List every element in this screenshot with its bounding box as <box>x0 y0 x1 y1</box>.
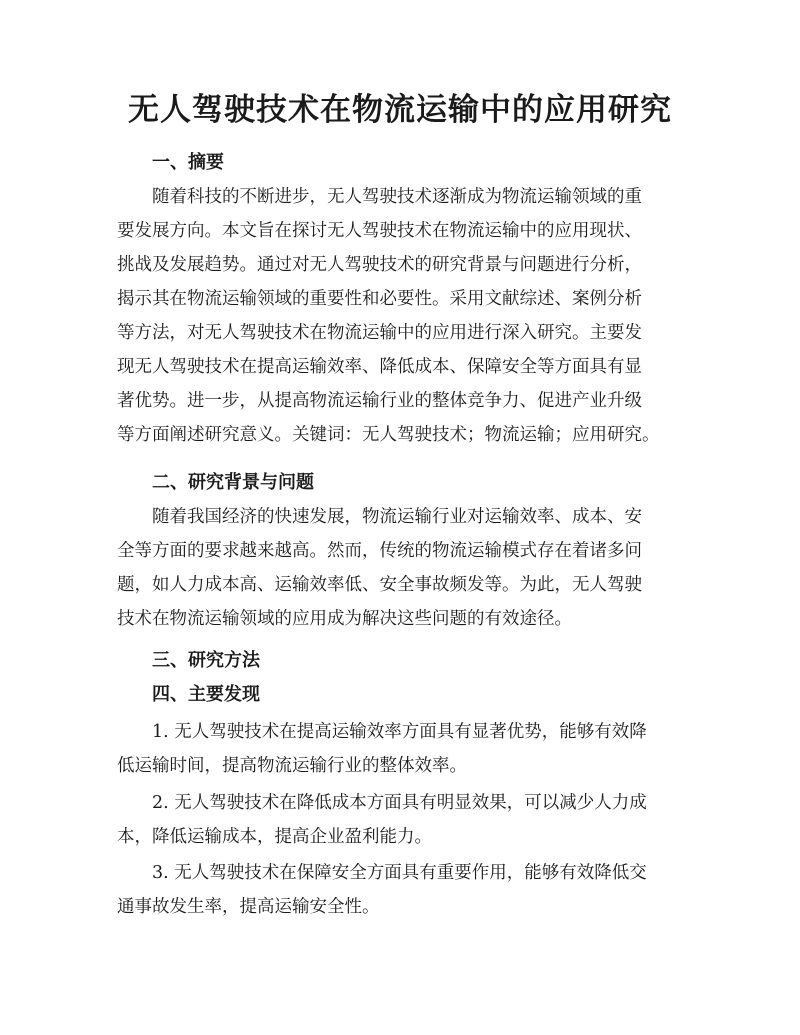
text-line: 题，如人力成本高、运输效率低、安全事故频发等。为此，无人驾驶 <box>117 575 642 595</box>
text-line: 1. 无人驾驶技术在提高运输效率方面具有显著优势，能够有效降 <box>152 722 647 742</box>
abstract-paragraph <box>117 180 683 452</box>
text-line: 等方面阐述研究意义。关键词：无人驾驶技术；物流运输；应用研究。 <box>117 425 660 445</box>
section-heading-abstract: 一、摘要 <box>152 152 224 173</box>
section-heading-methods: 三、研究方法 <box>152 650 260 671</box>
finding-item-3 <box>117 856 683 924</box>
text-line: 挑战及发展趋势。通过对无人驾驶技术的研究背景与问题进行分析， <box>117 255 642 275</box>
text-line: 著优势。进一步，从提高物流运输行业的整体竞争力、促进产业升级 <box>117 391 642 411</box>
text-line: 技术在物流运输领域的应用成为解决这些问题的有效途径。 <box>117 609 572 629</box>
text-line: 随着科技的不断进步，无人驾驶技术逐渐成为物流运输领域的重 <box>152 187 642 207</box>
text-line: 揭示其在物流运输领域的重要性和必要性。采用文献综述、案例分析 <box>117 289 642 309</box>
finding-item-1 <box>117 715 683 783</box>
text-line: 随着我国经济的快速发展，物流运输行业对运输效率、成本、安 <box>152 507 642 527</box>
text-line: 本，降低运输成本，提高企业盈利能力。 <box>117 827 432 847</box>
text-line: 等方法，对无人驾驶技术在物流运输中的应用进行深入研究。主要发 <box>117 323 642 343</box>
document-title: 无人驾驶技术在物流运输中的应用研究 <box>128 92 672 128</box>
section-heading-findings: 四、主要发现 <box>152 684 260 705</box>
text-line: 3. 无人驾驶技术在保障安全方面具有重要作用，能够有效降低交 <box>152 863 647 883</box>
text-line: 要发展方向。本文旨在探讨无人驾驶技术在物流运输中的应用现状、 <box>117 221 642 241</box>
section-heading-background: 二、研究背景与问题 <box>152 472 314 493</box>
text-line: 全等方面的要求越来越高。然而，传统的物流运输模式存在着诸多问 <box>117 541 642 561</box>
finding-item-2 <box>117 786 683 854</box>
text-line: 通事故发生率，提高运输安全性。 <box>117 897 380 917</box>
text-line: 现无人驾驶技术在提高运输效率、降低成本、保障安全等方面具有显 <box>117 357 642 377</box>
text-line: 2. 无人驾驶技术在降低成本方面具有明显效果，可以减少人力成 <box>152 793 647 813</box>
text-line: 低运输时间，提高物流运输行业的整体效率。 <box>117 756 467 776</box>
background-paragraph <box>117 500 683 636</box>
